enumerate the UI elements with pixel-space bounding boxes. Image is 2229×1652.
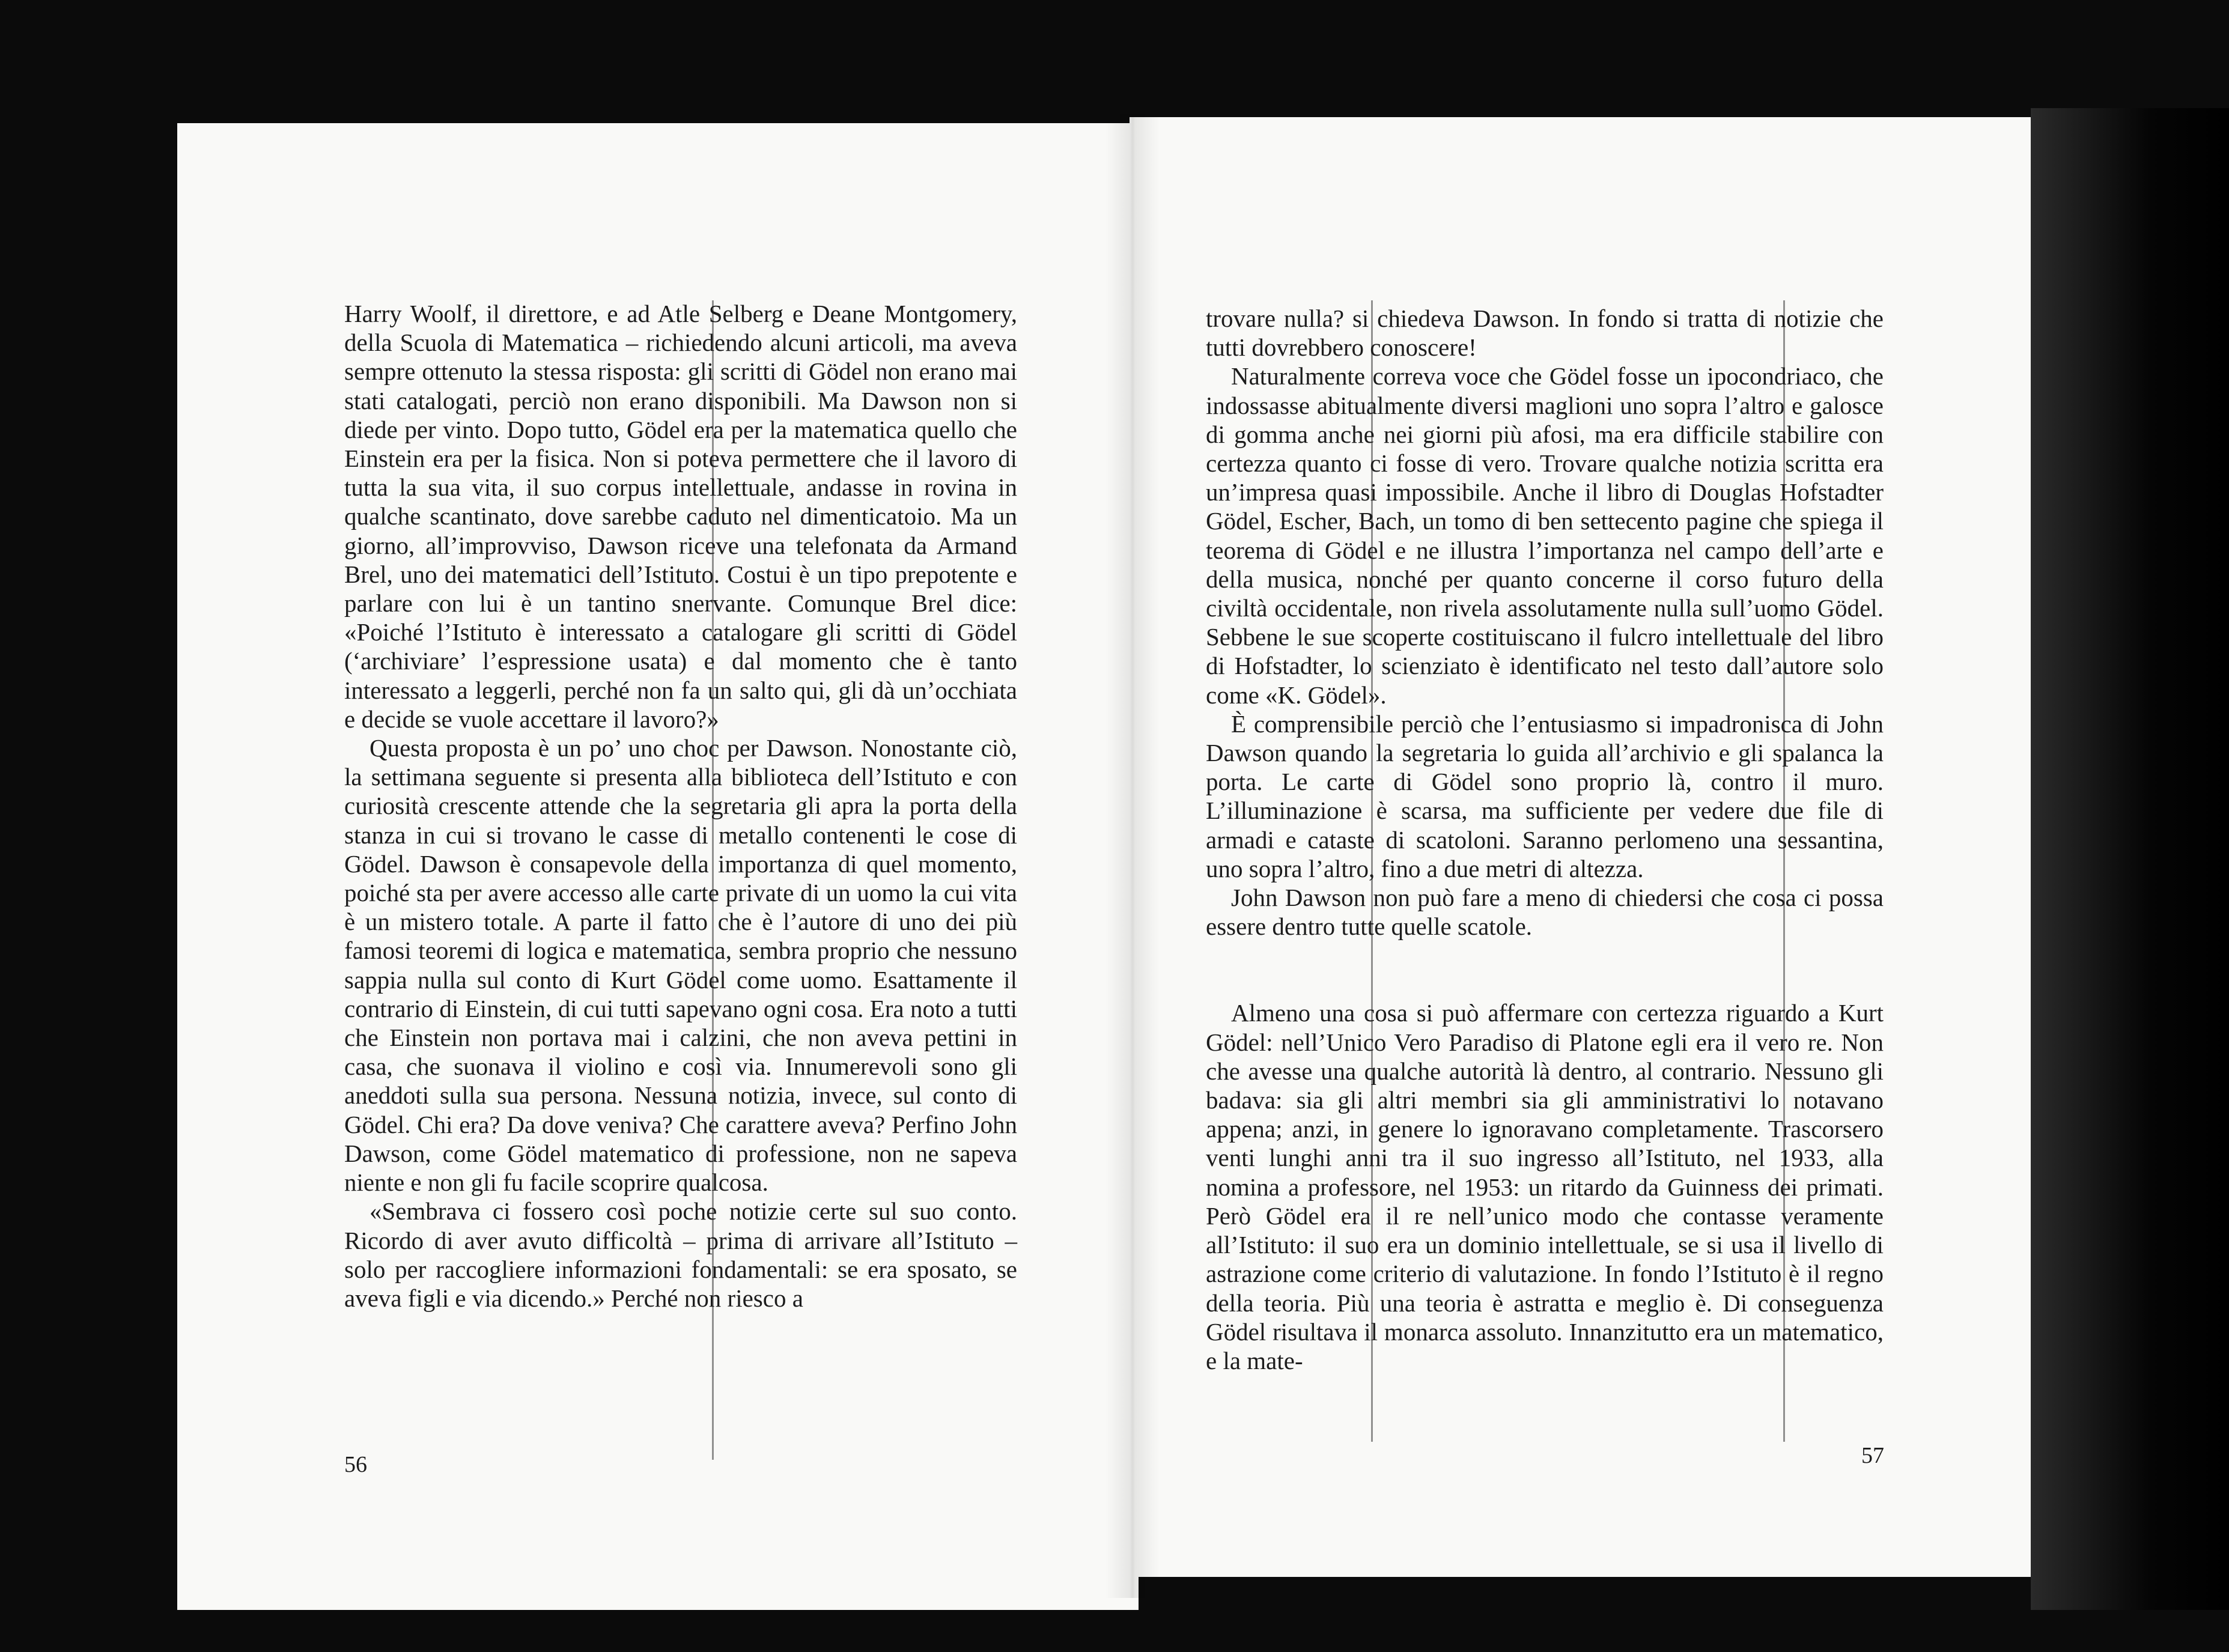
page-number: 57 <box>1861 1443 1884 1468</box>
paragraph: Naturalmente correva voce che Gödel fosse un ipocondriaco, che indossasse abitualmente diversi maglioni uno sopra l’altro e galosce di gomma anche nei giorni più afosi, ma era difficile stabilire con certezza quanto ci fosse di vero. Trovare qualche notizia scritta era un’impresa quasi impossibile. Anche il libro di Douglas Hofstadter Gödel, Escher, Bach, un tomo di ben settecento pagine che spiega il teorema di Gödel e ne illustra l’importanza nel campo dell’arte e della musica, nonché per quanto concerne il corso futuro della civiltà occidentale, non rivela assolutamente nulla sull’uomo Gödel. Sebbene le sue scoperte costituiscano il fulcro intellettuale del libro di Hofstadter, lo scienziato è identificato nel testo dall’autore solo come «K. Gödel». <box>1206 362 1884 709</box>
paragraph: trovare nulla? si chiedeva Dawson. In fondo si tratta di notizie che tutti dovrebbero conoscere! <box>1206 305 1884 362</box>
paragraph: Questa proposta è un po’ uno choc per Dawson. Nonostante ciò, la settimana seguente si presenta alla biblioteca dell’Istituto e con curiosità crescente attende che la segretaria gli apra la porta della stanza in cui si trovano le casse di metallo contenenti le cose di Gödel. Dawson è consapevole della importanza di quel momento, poiché sta per avere accesso alle carte private di un uomo la cui vita è un mistero totale. A parte il fatto che è l’autore di uno dei più famosi teoremi di logica e matematica, sembra proprio che nessuno sappia nulla sul conto di Kurt Gödel come uomo. Esattamente il contrario di Einstein, di cui tutti sapevano ogni cosa. Era noto a tutti che Einstein non portava mai i calzini, che non aveva pettini in casa, che suonava il violino e così via. Innumerevoli sono gli aneddoti sulla sua persona. Nessuna notizia, invece, sul conto di Gödel. Chi era? Da dove veniva? Che carattere aveva? Perfino John Dawson, come Gödel matematico di professione, non ne sapeva niente e non gli fu facile scoprire qualcosa. <box>344 734 1017 1197</box>
right-page-text <box>1206 304 1884 1375</box>
paragraph: John Dawson non può fare a meno di chiedersi che cosa ci possa essere dentro tutte quelle scatole. <box>1206 884 1884 941</box>
paragraph: «Sembrava ci fossero così poche notizie certe sul suo conto. Ricordo di aver avuto difficoltà – prima di arrivare all’Istituto – solo per raccogliere informazioni fondamentali: se era sposato, se aveva figli e via dicendo.» Perché non riesco a <box>344 1197 1017 1312</box>
paragraph: È comprensibile perciò che l’entusiasmo si impadronisca di John Dawson quando la segretaria lo guida all’archivio e gli spalanca la porta. Le carte di Gödel sono proprio là, contro il muro. L’illuminazione è scarsa, ma sufficiente per vedere due file di armadi e cataste di scatoloni. Saranno perlomeno una sessantina, uno sopra l’altro, fino a due metri di altezza. <box>1206 709 1884 882</box>
paragraph: Harry Woolf, il direttore, e ad Atle Selberg e Deane Montgomery, della Scuola di Matematica – richiedendo alcuni articoli, ma aveva sempre ottenuto la stessa risposta: gli scritti di Gödel non erano mai stati catalogati, perciò non erano disponibili. Ma Dawson non si diede per vinto. Dopo tutto, Gödel era per la matematica quello che Einstein era per la fisica. Non si poteva permettere che il lavoro di tutta la sua vita, il suo corpus intellettuale, andasse in rovina in qualche scantinato, dove sarebbe caduto nel dimenticatoio. Ma un giorno, all’improvviso, Dawson riceve una telefonata da Armand Brel, uno dei matematici dell’Istituto. Costui è un tipo prepotente e parlare con lui è un tantino snervante. Comunque Brel dice: «Poiché l’Istituto è interessato a catalogare gli scritti di Gödel (‘archiviare’ l’espressione usata) e dal momento che è tanto interessato a leggerli, perché non fa un salto qui, gli dà un’occhiata e decide se vuole accettare il lavoro?» <box>344 300 1017 733</box>
book-gutter <box>1105 114 1160 1598</box>
paragraph: Almeno una cosa si può affermare con certezza riguardo a Kurt Gödel: nell’Unico Vero Paradiso di Platone egli era il vero re. Non che avesse una qualche autorità là dentro, al contrario. Nessuno gli badava: sia gli altri membri sia gli amministrativi lo notavano appena; anzi, in genere lo ignoravano completamente. Trascorsero venti lunghi anni tra il suo ingresso all’Istituto, nel 1933, alla nomina a professore, nel 1953: un ritardo da Guinness dei primati. Però Gödel era il re nell’unico modo che contasse veramente all’Istituto: il suo era un dominio intellettuale, se si usa il livello di astrazione come criterio di valutazione. In fondo l’Istituto è il regno della teoria. Più una teoria è astratta e meglio è. Di conseguenza Gödel risultava il monarca assoluto. Innanzitutto era un matematico, e la mate- <box>1206 999 1884 1374</box>
scan-shadow-right <box>2031 108 2229 1610</box>
page-number: 56 <box>344 1452 367 1477</box>
left-page-text <box>344 299 1017 1313</box>
